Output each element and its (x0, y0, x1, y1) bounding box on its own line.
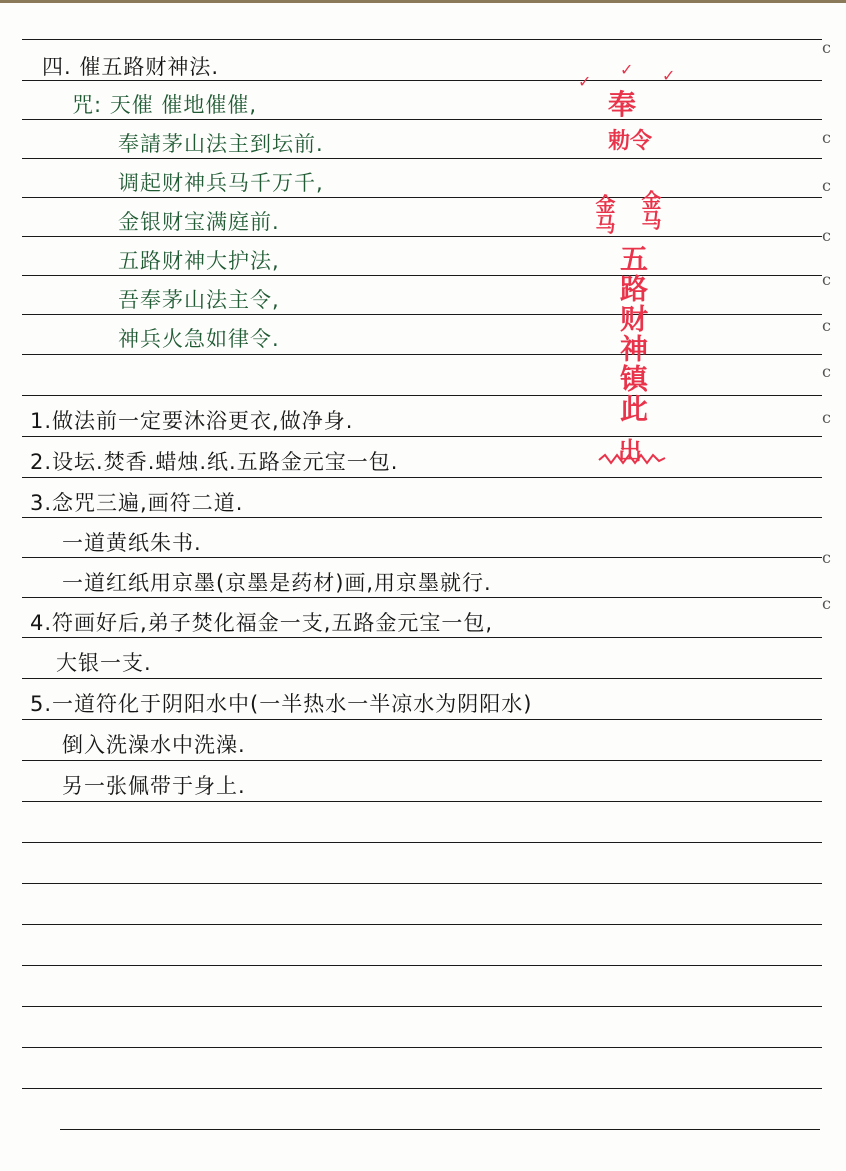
incantation-line: 神兵火急如律令. (118, 327, 280, 351)
incantation-line: 吾奉茅山法主令, (118, 288, 280, 312)
ruled-line (22, 557, 822, 558)
margin-mark: ⅽ (822, 38, 831, 57)
margin-mark: ⅽ (822, 548, 831, 567)
stamp-tick-mark: ✓ (578, 72, 592, 91)
ruled-line (22, 354, 822, 355)
ruled-line (22, 395, 822, 396)
ruled-line (22, 80, 822, 81)
ruled-line (22, 719, 822, 720)
stamp-right-column: 金马 (638, 190, 662, 230)
ruled-line (22, 924, 822, 925)
ruled-line (22, 842, 822, 843)
ruled-line (22, 597, 822, 598)
ruled-line (22, 236, 822, 237)
margin-mark: ⅽ (822, 226, 831, 245)
stamp-bottom-character: 出 (618, 436, 642, 465)
margin-mark: ⅽ (822, 176, 831, 195)
incantation-line: 奉請茅山法主到坛前. (118, 132, 324, 156)
instruction-line: 5.一道符化于阴阳水中(一半热水一半凉水为阴阳水) (30, 692, 533, 716)
ruled-line (22, 517, 822, 518)
margin-mark: ⅽ (822, 128, 831, 147)
section-heading: 四. 催五路财神法. (42, 55, 220, 79)
instruction-line: 大银一支. (56, 651, 152, 675)
instruction-line: 倒入洗澡水中洗澡. (62, 733, 246, 757)
margin-mark: ⅽ (822, 316, 831, 335)
ruled-line (22, 158, 822, 159)
stamp-left-column: 金马 (592, 194, 616, 234)
ruled-line (22, 436, 822, 437)
instruction-line: 1.做法前一定要沐浴更衣,做净身. (30, 409, 354, 433)
margin-mark: ⅽ (822, 408, 831, 427)
stamp-squiggle (597, 452, 667, 466)
ruled-line (22, 477, 822, 478)
stamp-tick-mark: ✓ (662, 66, 676, 85)
instruction-line: 3.念咒三遍,画符二道. (30, 491, 244, 515)
stamp-order-characters: 勅令 (608, 128, 653, 154)
ruled-line (22, 965, 822, 966)
stamp-main-column: 五路财神镇此 (616, 244, 649, 424)
ruled-line (22, 678, 822, 679)
incantation-line: 五路财神大护法, (118, 249, 280, 273)
instruction-line: 2.设坛.焚香.蜡烛.纸.五路金元宝一包. (30, 450, 399, 474)
ruled-line (22, 760, 822, 761)
ruled-line (22, 275, 822, 276)
instruction-line: 一道红纸用京墨(京墨是药材)画,用京墨就行. (62, 571, 492, 595)
ruled-line (22, 39, 822, 40)
ruled-line (22, 1047, 822, 1048)
incantation-line: 金银财宝满庭前. (118, 210, 280, 234)
ruled-line (22, 1006, 822, 1007)
stamp-top-character: 奉 (608, 88, 637, 121)
incantation-line: 调起财神兵马千万千, (118, 171, 324, 195)
incantation-line: 咒: 天催 催地催催, (72, 93, 258, 117)
margin-mark: ⅽ (822, 270, 831, 289)
ruled-line (22, 801, 822, 802)
ruled-line (22, 197, 822, 198)
ruled-line (22, 314, 822, 315)
instruction-line: 一道黄纸朱书. (62, 531, 202, 555)
ruled-line (60, 1129, 820, 1130)
instruction-line: 4.符画好后,弟子焚化福金一支,五路金元宝一包, (30, 611, 494, 635)
ruled-line (22, 1088, 822, 1089)
margin-mark: ⅽ (822, 362, 831, 381)
ruled-line (22, 883, 822, 884)
ruled-line (22, 119, 822, 120)
stamp-tick-mark: ✓ (620, 60, 634, 79)
margin-mark: ⅽ (822, 594, 831, 613)
ruled-line (22, 637, 822, 638)
page-top-edge (0, 0, 846, 3)
instruction-line: 另一张佩带于身上. (62, 774, 246, 798)
